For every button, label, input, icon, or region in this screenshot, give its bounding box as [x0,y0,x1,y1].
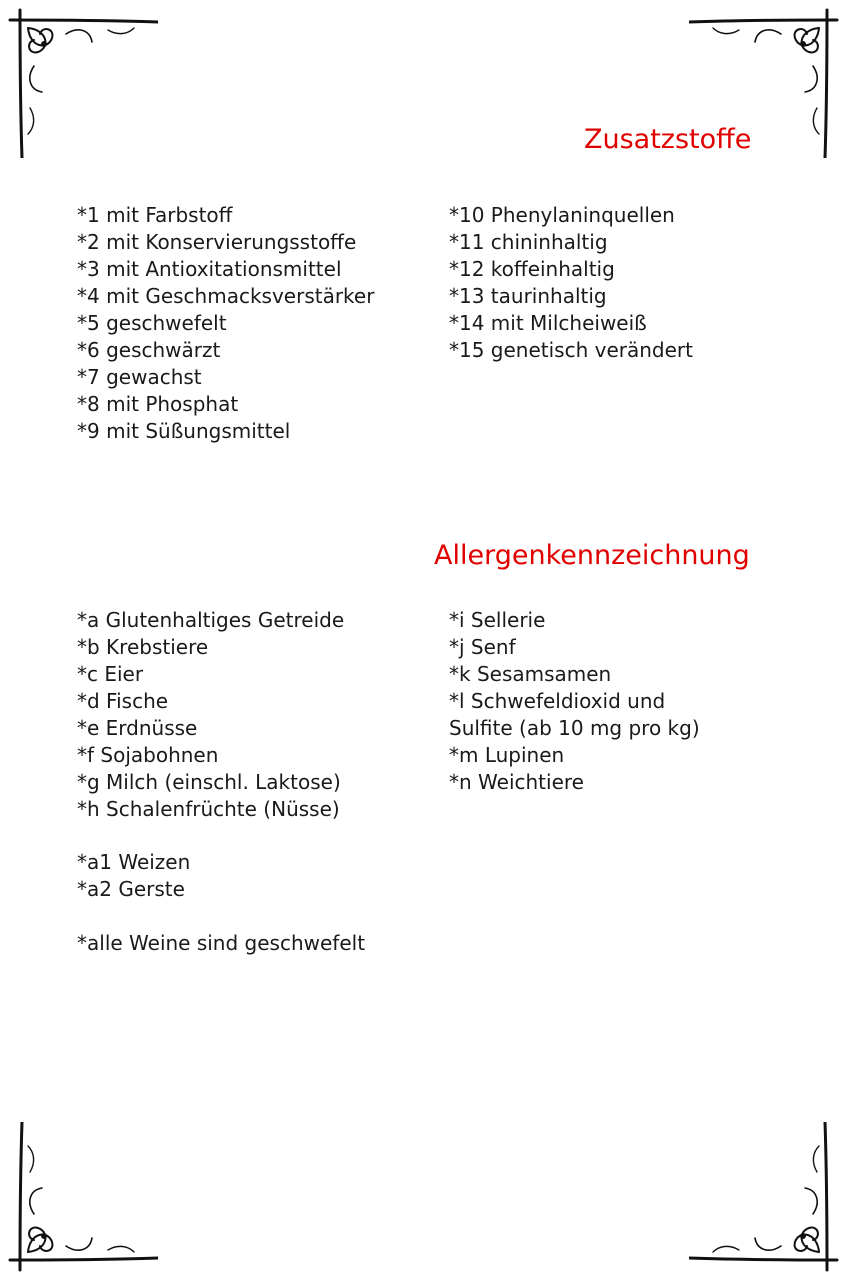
ornamental-corner-icon [8,8,158,158]
ornamental-corner-icon [8,1122,158,1272]
list-item: *14 mit Milcheiweiß [449,311,647,335]
list-item: *m Lupinen [449,743,565,767]
list-item: *c Eier [77,662,144,686]
list-item: *a1 Weizen [77,850,191,874]
wine-note: *alle Weine sind geschwefelt [77,931,366,955]
list-item: *10 Phenylaninquellen [449,203,675,227]
list-item: *n Weichtiere [449,770,584,794]
list-item: *d Fische [77,689,169,713]
list-item: *13 taurinhaltig [449,284,607,308]
allergen-heading: Allergenkennzeichnung [434,540,750,571]
zusatzstoffe-heading: Zusatzstoffe [584,124,752,155]
list-item: *15 genetisch verändert [449,338,693,362]
allergen-list-left [77,607,344,823]
list-item: *l Schwefeldioxid und [449,689,666,713]
list-item: *i Sellerie [449,608,546,632]
zusatzstoffe-list-left [77,202,374,445]
list-item: *e Erdnüsse [77,716,198,740]
grain-list [77,849,190,903]
list-item: *k Sesamsamen [449,662,612,686]
list-item: *h Schalenfrüchte (Nüsse) [77,797,340,821]
list-item: *4 mit Geschmacksverstärker [77,284,375,308]
list-item: *11 chininhaltig [449,230,608,254]
list-item: *12 koffeinhaltig [449,257,615,281]
list-item: *a Glutenhaltiges Getreide [77,608,345,632]
list-item: *j Senf [449,635,516,659]
list-item: *5 geschwefelt [77,311,227,335]
list-item: *b Krebstiere [77,635,209,659]
zusatzstoffe-list-right [449,202,693,364]
list-item: *6 geschwärzt [77,338,221,362]
list-item: *3 mit Antioxitationsmittel [77,257,342,281]
list-item: *g Milch (einschl. Laktose) [77,770,341,794]
allergen-list-right [449,607,700,796]
list-item: Sulfite (ab 10 mg pro kg) [449,716,700,740]
list-item: *1 mit Farbstoff [77,203,233,227]
list-item: *7 gewachst [77,365,202,389]
list-item: *9 mit Süßungsmittel [77,419,291,443]
list-item: *a2 Gerste [77,877,185,901]
ornamental-corner-icon [689,1122,839,1272]
list-item: *f Sojabohnen [77,743,219,767]
list-item: *8 mit Phosphat [77,392,239,416]
list-item: *2 mit Konservierungsstoffe [77,230,357,254]
